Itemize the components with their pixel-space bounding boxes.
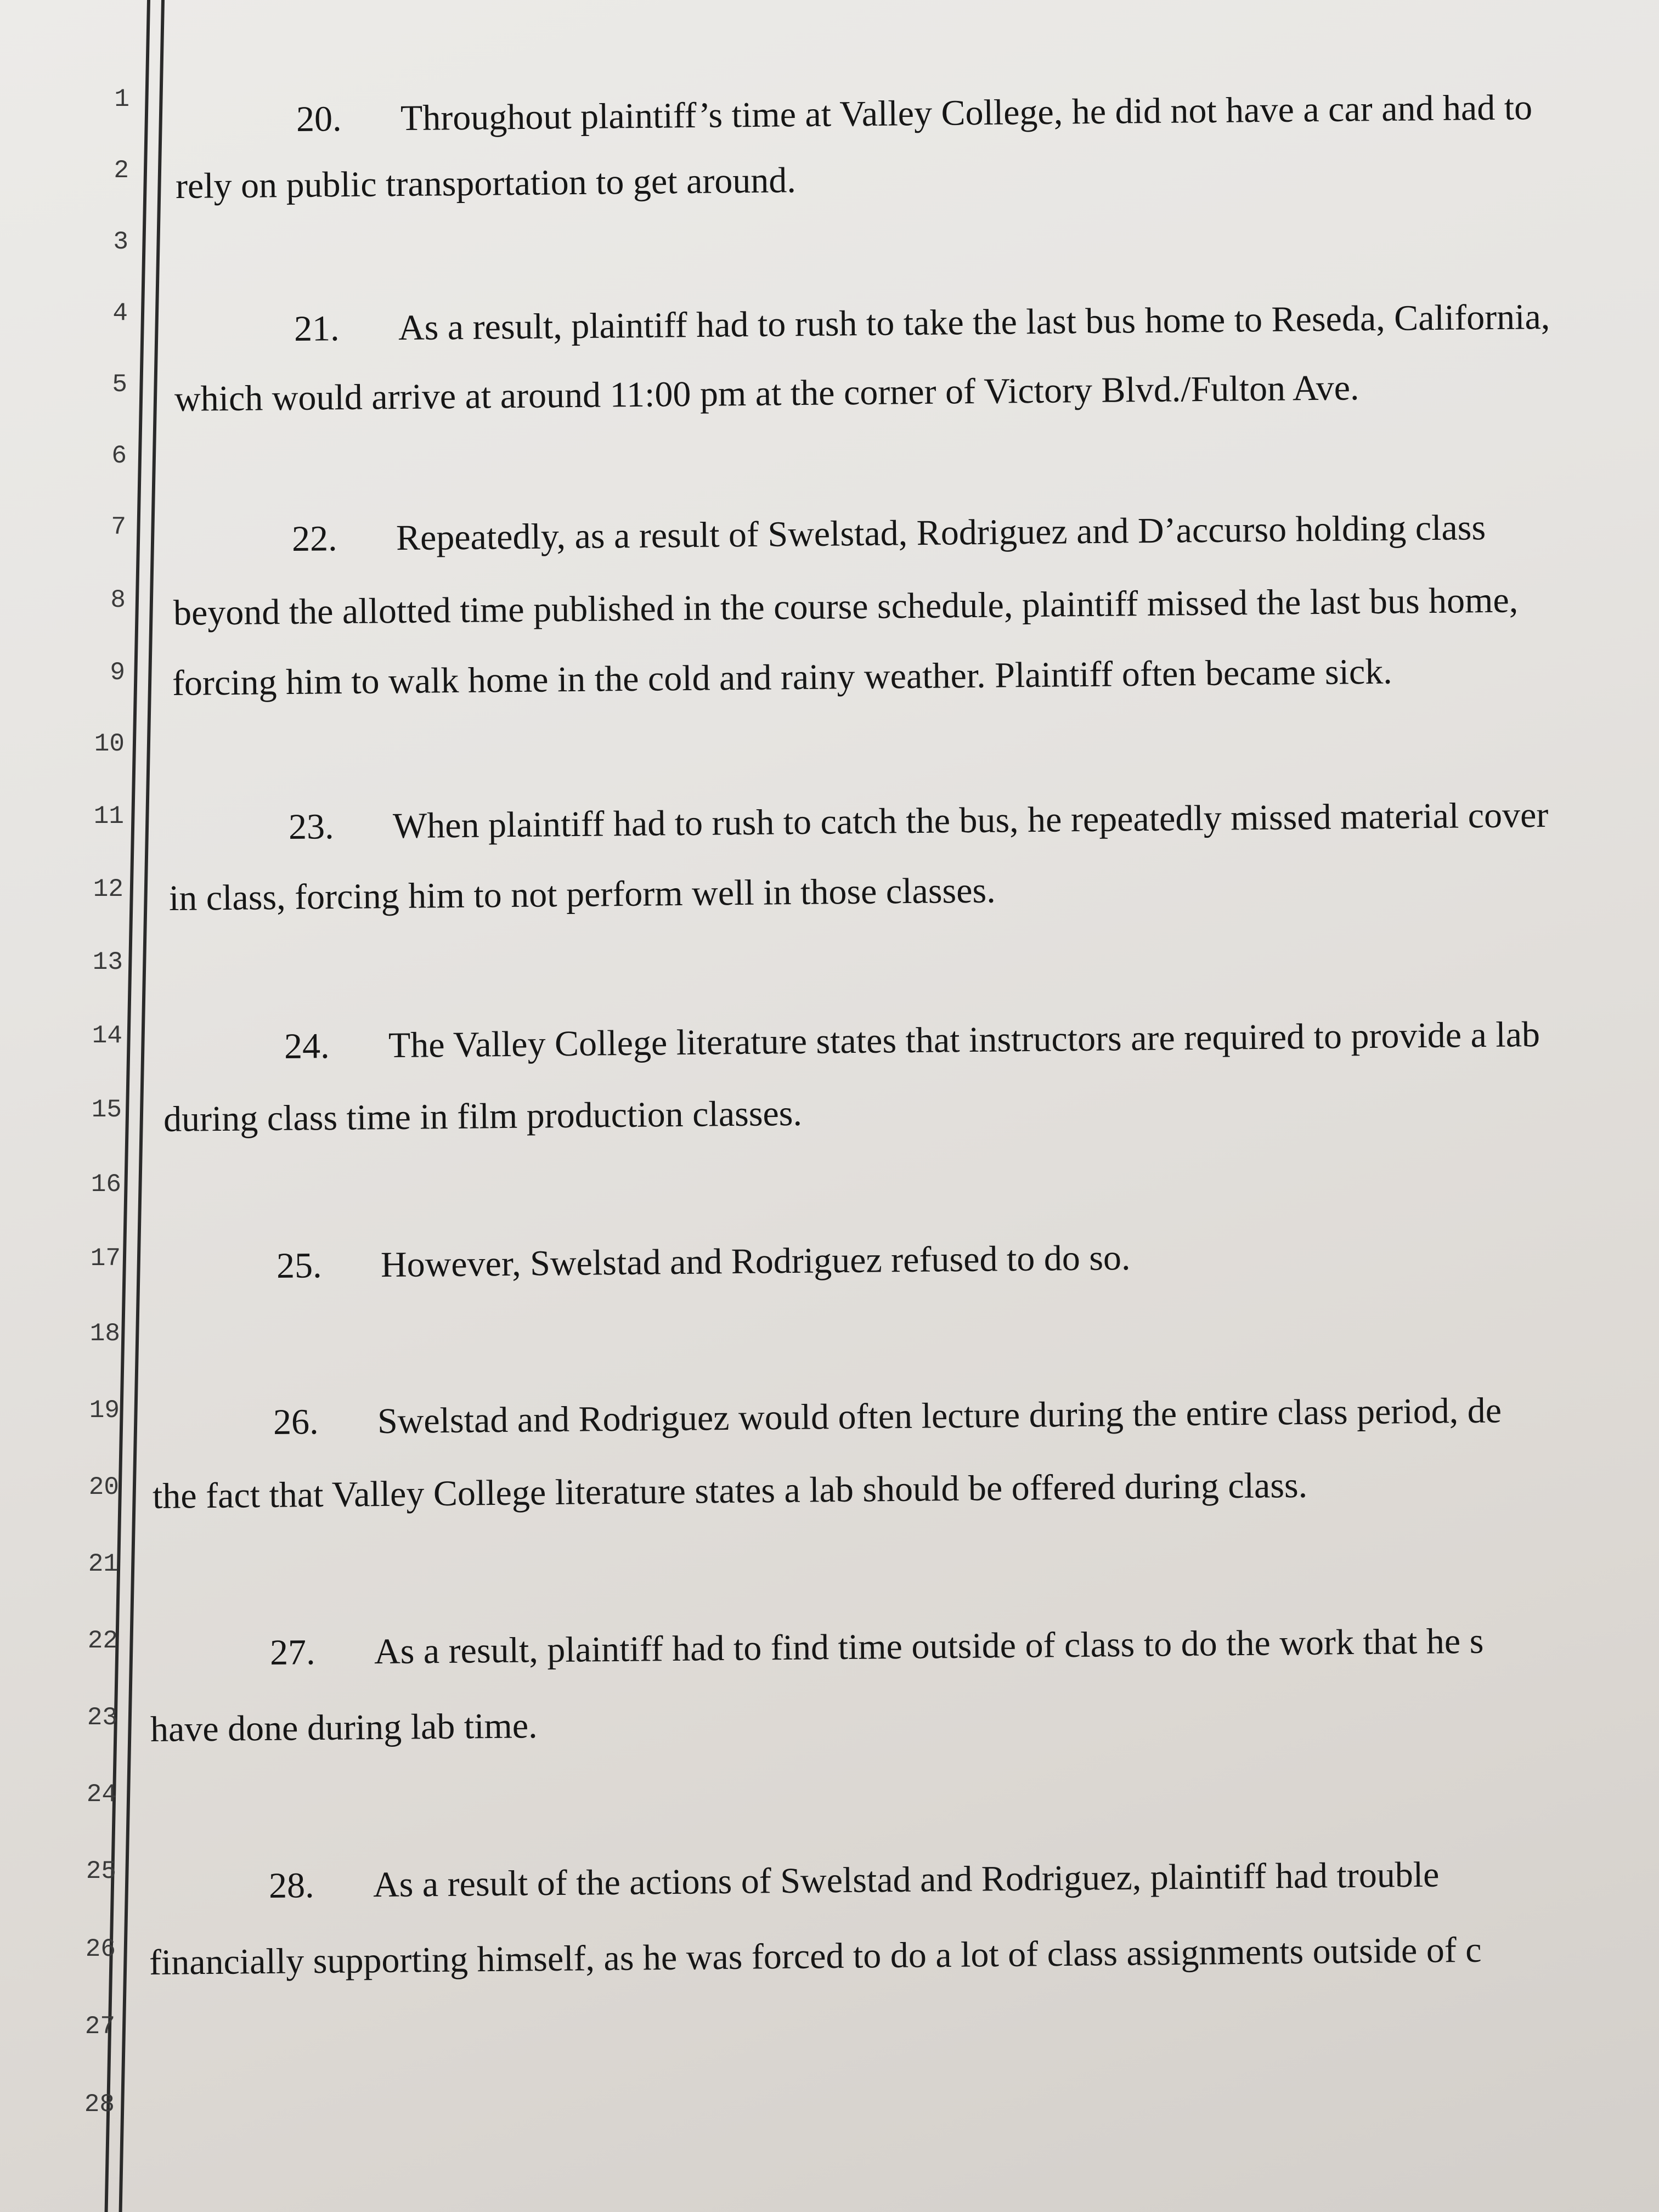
paragraph-text: have done during lab time. <box>150 1706 538 1750</box>
paragraph-number: 20. <box>296 99 342 139</box>
paragraph-23-line-1 <box>289 794 1549 848</box>
line-number: 18 <box>89 1319 120 1348</box>
paragraph-text: When plaintiff had to rush to catch the bus, he repeatedly missed material cover <box>392 794 1549 847</box>
paragraph-text: forcing him to walk home in the cold and rainy weather. Plaintiff often became sick. <box>172 651 1393 703</box>
line-number: 3 <box>113 228 128 256</box>
line-number: 13 <box>92 948 123 977</box>
paragraph-number: 21. <box>294 308 340 349</box>
paragraph-22-line-2 <box>173 579 1519 634</box>
line-number: 24 <box>86 1780 117 1809</box>
line-number: 20 <box>88 1473 119 1502</box>
paragraph-28-line-1 <box>269 1854 1440 1907</box>
paragraph-text: However, Swelstad and Rodriguez refused to do so. <box>380 1238 1131 1285</box>
line-number: 6 <box>111 442 127 470</box>
paragraph-number: 22. <box>291 518 337 559</box>
paragraph-text: Throughout plaintiff’s time at Valley College, he did not have a car and had to <box>400 87 1533 139</box>
paragraph-text: As a result, plaintiff had to find time outside of class to do the work that he s <box>374 1621 1484 1672</box>
paragraph-22-line-1 <box>292 507 1486 560</box>
line-number: 10 <box>94 730 125 758</box>
paragraph-20-line-1 <box>296 87 1533 140</box>
line-number: 15 <box>91 1096 122 1124</box>
paragraph-text: rely on public transportation to get around. <box>175 160 797 206</box>
line-number: 4 <box>112 299 128 328</box>
line-number: 11 <box>93 802 124 831</box>
paragraph-text: Swelstad and Rodriguez would often lecture during the entire class period, de <box>377 1390 1502 1442</box>
line-number: 1 <box>114 85 129 114</box>
line-number: 2 <box>114 156 129 185</box>
paragraph-26-line-1 <box>273 1390 1502 1443</box>
line-number: 14 <box>92 1022 122 1050</box>
paragraph-text: Repeatedly, as a result of Swelstad, Rodriguez and D’accurso holding class <box>396 507 1486 558</box>
paragraph-21-line-2 <box>174 367 1359 420</box>
line-number: 9 <box>110 658 125 687</box>
line-number: 25 <box>86 1857 116 1886</box>
paragraph-text: which would arrive at around 11:00 pm at the corner of Victory Blvd./Fulton Ave. <box>174 368 1359 419</box>
paragraph-text: in class, forcing him to not perform well in those classes. <box>168 870 996 918</box>
paragraph-27-line-1 <box>270 1621 1484 1674</box>
line-number: 8 <box>110 586 126 614</box>
paragraph-21-line-1 <box>294 296 1550 350</box>
paragraph-number: 28. <box>268 1865 314 1906</box>
paragraph-26-line-2 <box>153 1465 1308 1517</box>
paragraph-23-line-2 <box>169 870 996 919</box>
line-number: 5 <box>112 370 127 399</box>
line-number: 12 <box>93 875 123 904</box>
paragraph-24-line-2 <box>163 1093 803 1141</box>
line-number: 27 <box>84 2012 115 2041</box>
paragraph-number: 27. <box>269 1632 315 1673</box>
paragraph-22-line-3 <box>172 651 1392 704</box>
line-number: 23 <box>87 1703 117 1732</box>
line-number: 16 <box>91 1170 121 1199</box>
paragraph-text: the fact that Valley College literature states a lab should be offered during class. <box>152 1465 1308 1516</box>
line-number: 17 <box>90 1244 121 1273</box>
line-number: 7 <box>111 513 126 541</box>
paragraph-number: 23. <box>288 806 334 847</box>
paragraph-number: 25. <box>276 1245 322 1286</box>
paragraph-text: financially supporting himself, as he was forced to do a lot of class assignments outside of c <box>149 1929 1482 1983</box>
line-number: 22 <box>87 1627 118 1655</box>
paragraph-text: As a result, plaintiff had to rush to take the last bus home to Reseda, California, <box>398 297 1550 348</box>
paragraph-24-line-1 <box>284 1014 1541 1068</box>
line-number: 21 <box>88 1550 119 1578</box>
paragraph-number: 24. <box>284 1026 330 1066</box>
paragraph-number: 26. <box>273 1402 319 1442</box>
line-number: 28 <box>84 2090 115 2119</box>
paragraph-text: during class time in film production classes. <box>163 1093 803 1139</box>
paragraph-text: beyond the allotted time published in the course schedule, plaintiff missed the last bus home, <box>173 580 1519 633</box>
paragraph-25-line-1 <box>276 1237 1131 1287</box>
line-number-column <box>0 0 143 2212</box>
line-number: 26 <box>85 1935 116 1963</box>
paragraph-20-line-2 <box>176 160 797 207</box>
paragraph-text: As a result of the actions of Swelstad and Rodriguez, plaintiff had trouble <box>373 1854 1440 1905</box>
paragraph-28-line-2 <box>149 1929 1482 1984</box>
paragraph-text: The Valley College literature states that instructors are required to provide a lab <box>388 1014 1541 1066</box>
line-number: 19 <box>89 1396 120 1425</box>
paragraph-27-line-2 <box>150 1705 538 1751</box>
